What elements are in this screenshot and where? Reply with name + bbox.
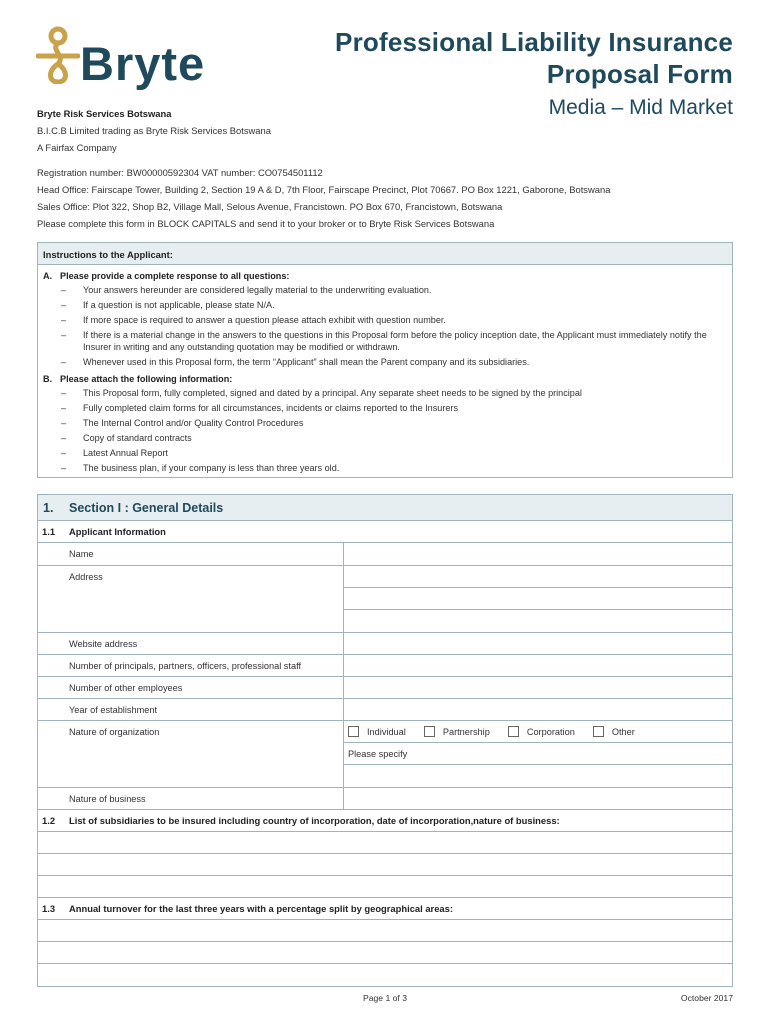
option-other[interactable]: Other: [593, 726, 635, 737]
name-label: Name: [69, 549, 94, 559]
instruction-item: – Fully completed claim forms for all circumstances, incidents or claims reported to the Insurers: [61, 403, 458, 413]
instruction-item: – If there is a material change in the answers to the questions in this Proposal form before the policy inception date, the Applicant must immediately notify the Insurer in writing and any outstanding quotation may be modified or withdrawn.: [61, 330, 707, 352]
address-line-1-input[interactable]: [344, 566, 732, 588]
address-line-2-input[interactable]: [344, 588, 732, 610]
company-sales-office: Sales Office: Plot 322, Shop B2, Village Mall, Selous Avenue, Francistown. PO Box 670, Francistown, Botswana: [37, 201, 503, 212]
nature-business-row: [38, 788, 732, 810]
instruction-item: – Latest Annual Report: [61, 448, 168, 458]
company-registration: Registration number: BW00000592304 VAT number: CO0754501112: [37, 167, 323, 178]
other-employees-label: Number of other employees: [69, 683, 183, 693]
form-title-line-2: Proposal Form: [546, 59, 733, 89]
other-employees-row: [38, 677, 732, 699]
instructions-box: [37, 242, 733, 478]
address-label: Address: [69, 572, 103, 582]
instruction-item: – If more space is required to answer a question please attach exhibit with question number.: [61, 315, 446, 325]
instructions-section-a: A. Please provide a complete response to all questions:: [43, 271, 290, 281]
form-subtitle: Media – Mid Market: [548, 96, 733, 119]
section-general-details: [37, 494, 733, 987]
address-row: [38, 566, 732, 633]
nature-org-field: [343, 721, 732, 787]
instruction-item: – The Internal Control and/or Quality Control Procedures: [61, 418, 304, 428]
principals-row: [38, 655, 732, 677]
website-row: [38, 633, 732, 655]
company-name: Bryte Risk Services Botswana: [37, 108, 172, 119]
company-trading: B.I.C.B Limited trading as Bryte Risk Services Botswana: [37, 125, 271, 136]
website-field[interactable]: [343, 633, 732, 654]
nature-business-field[interactable]: [343, 788, 732, 809]
subsidiaries-line-2[interactable]: [38, 854, 732, 876]
form-date: October 2017: [680, 993, 733, 1003]
section-1-title: Section I : General Details: [69, 500, 224, 515]
subsidiaries-line-3[interactable]: [38, 876, 732, 898]
name-field[interactable]: [343, 543, 732, 565]
page-number: Page 1 of 3: [363, 993, 407, 1003]
bryte-logo: [36, 26, 216, 96]
please-specify-label: Please specify: [344, 743, 732, 765]
option-individual[interactable]: Individual: [348, 726, 406, 737]
name-row: [38, 543, 732, 566]
completion-instruction: Please complete this form in BLOCK CAPITALS and send it to your broker or to Bryte Risk Services Botswana: [37, 218, 495, 229]
instruction-item: – Copy of standard contracts: [61, 433, 192, 443]
year-established-label: Year of establishment: [69, 705, 158, 715]
subsection-1-2-header: 1.2 List of subsidiaries to be insured including country of incorporation, date of incorporation,nature of business:: [38, 810, 732, 832]
form-title-line-1: Professional Liability Insurance: [335, 27, 733, 57]
company-head-office: Head Office: Fairscape Tower, Building 2, Section 19 A & D, 7th Floor, Fairscape Precinct, Plot 70667. PO Box 1221, Gaborone, Botswana: [37, 184, 611, 195]
instructions-header: Instructions to the Applicant:: [38, 243, 732, 265]
checkbox-partnership[interactable]: [424, 726, 435, 737]
section-1-header: 1. Section I : General Details: [38, 495, 732, 521]
instruction-item: – Your answers hereunder are considered legally material to the underwriting evaluation.: [61, 285, 432, 295]
nature-org-label: Nature of organization: [69, 727, 160, 737]
option-corporation[interactable]: Corporation: [508, 726, 575, 737]
website-label: Website address: [69, 639, 138, 649]
instruction-item: – Whenever used in this Proposal form, the term “Applicant” shall mean the Parent company and its subsidiaries.: [61, 357, 530, 367]
turnover-line-2[interactable]: [38, 942, 732, 964]
principals-field[interactable]: [343, 655, 732, 676]
nature-business-label: Nature of business: [69, 794, 146, 804]
nature-org-row: [38, 721, 732, 788]
organization-type-options: [344, 721, 732, 743]
option-partnership[interactable]: Partnership: [424, 726, 490, 737]
bryte-knot-icon: [36, 26, 80, 84]
address-field: [343, 566, 732, 632]
instruction-item: – The business plan, if your company is less than three years old.: [61, 463, 340, 473]
subsection-1-1-header: 1.1 Applicant Information: [38, 521, 732, 543]
instruction-item: – If a question is not applicable, please state N/A.: [61, 300, 275, 310]
year-established-field[interactable]: [343, 699, 732, 720]
logo-wordmark: Bryte: [80, 37, 206, 90]
company-parent: A Fairfax Company: [37, 142, 117, 153]
please-specify-input[interactable]: [344, 765, 732, 786]
turnover-line-1[interactable]: [38, 920, 732, 942]
instruction-item: – This Proposal form, fully completed, signed and dated by a principal. Any separate sheet needs to be signed by the principal: [61, 388, 582, 398]
turnover-line-3[interactable]: [38, 964, 732, 986]
instructions-section-b: B. Please attach the following information:: [43, 374, 233, 384]
principals-label: Number of principals, partners, officers, professional staff: [69, 661, 302, 671]
checkbox-corporation[interactable]: [508, 726, 519, 737]
subsidiaries-line-1[interactable]: [38, 832, 732, 854]
checkbox-other[interactable]: [593, 726, 604, 737]
company-info: [37, 107, 737, 234]
subsection-1-3-header: 1.3 Annual turnover for the last three years with a percentage split by geographical areas:: [38, 898, 732, 920]
other-employees-field[interactable]: [343, 677, 732, 698]
checkbox-individual[interactable]: [348, 726, 359, 737]
year-established-row: [38, 699, 732, 721]
address-line-3-input[interactable]: [344, 610, 732, 631]
